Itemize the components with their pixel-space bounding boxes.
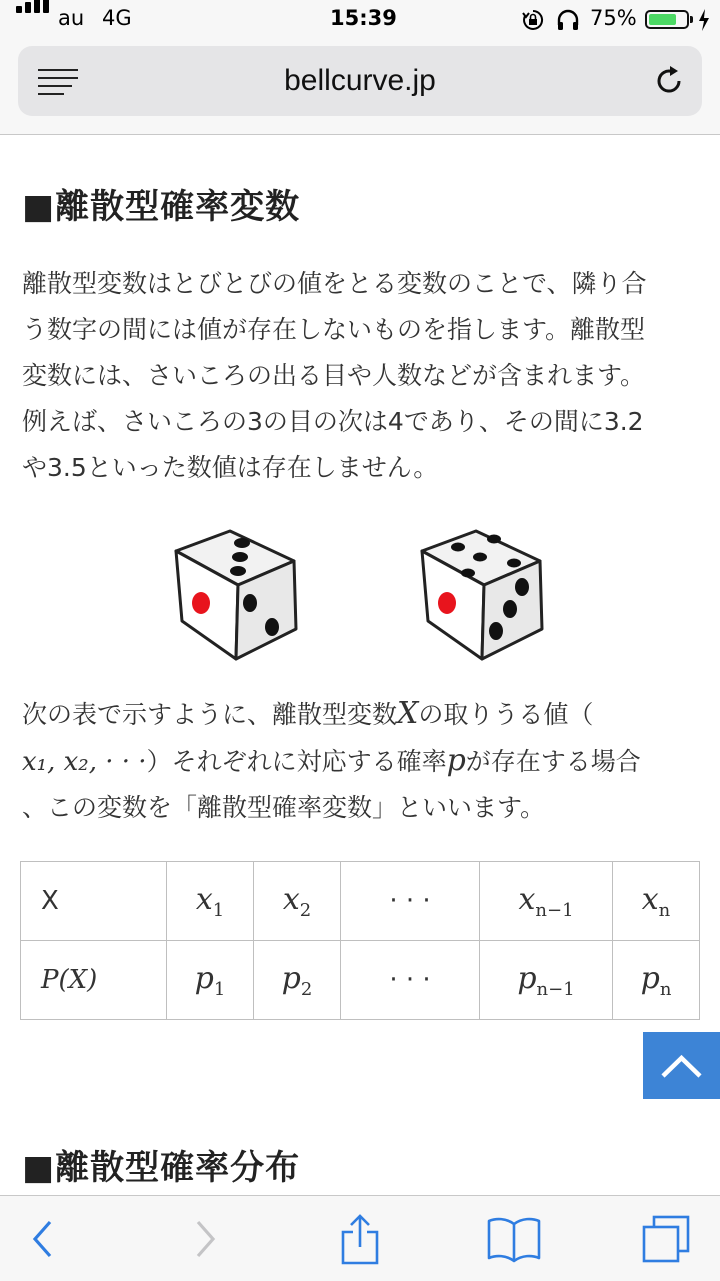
forward-icon[interactable]: [188, 1214, 222, 1264]
rotation-lock-icon: [522, 9, 544, 31]
die-pip: [507, 559, 521, 568]
headphones-icon: [556, 9, 580, 31]
cell-base: x: [195, 881, 213, 917]
die-pip: [234, 538, 250, 548]
die-pip: [461, 569, 475, 578]
paragraph-line: や3.5といった数値は存在しません。: [22, 453, 439, 482]
table-cell: [341, 941, 480, 1020]
cell-sub: 2: [299, 899, 312, 921]
paragraph-line: 例えば、さいころの3の目の次は4であり、その間に3.2: [22, 407, 644, 436]
cell-base: x: [641, 881, 659, 917]
reload-icon[interactable]: [652, 64, 686, 98]
cell-sub: n−1: [535, 899, 574, 921]
chevron-up-icon: [643, 1032, 720, 1099]
die-pip: [503, 600, 517, 618]
battery-percent: 75%: [590, 6, 637, 30]
intro-paragraph: [22, 261, 698, 491]
text-span: の取りうる値（: [418, 700, 594, 729]
table-cell: [341, 862, 480, 941]
table-header-cell: X: [21, 862, 167, 941]
back-to-top-button[interactable]: [643, 1032, 720, 1099]
die-pip-red: [192, 592, 210, 614]
table-cell: [613, 941, 700, 1020]
battery-icon: [645, 10, 689, 29]
browser-top-bar: [0, 40, 720, 135]
die-pip: [487, 535, 501, 544]
status-bar: [0, 0, 720, 40]
clock: 15:39: [330, 6, 397, 30]
cell-sub: n: [658, 899, 671, 921]
probability-table: [20, 861, 700, 1020]
die-pip: [515, 578, 529, 596]
definition-paragraph: [22, 691, 698, 831]
cell-sub: 1: [213, 978, 226, 1000]
cell-sub: n−1: [536, 978, 575, 1000]
die-pip: [265, 618, 279, 636]
browser-toolbar: [0, 1195, 720, 1281]
text-span: ）それぞれに対応する確率: [146, 747, 447, 776]
share-icon[interactable]: [338, 1214, 382, 1266]
variable-p: p: [446, 743, 466, 778]
bookmarks-icon[interactable]: [486, 1214, 542, 1264]
page-content: [0, 135, 720, 1195]
variable-X: X: [397, 696, 419, 731]
cell-base: p: [194, 960, 214, 996]
cell-base: p: [517, 960, 537, 996]
paragraph-line: [22, 738, 698, 785]
cell-sub: n: [659, 978, 672, 1000]
table-cell: [254, 862, 341, 941]
table-cell: [480, 941, 613, 1020]
cell-ellipsis: · · ·: [389, 886, 431, 916]
table-row: [21, 862, 700, 941]
die-three-image: [168, 525, 308, 665]
cell-sub: 1: [212, 899, 225, 921]
die-pip: [473, 553, 487, 562]
cell-base: p: [281, 960, 301, 996]
die-pip: [232, 552, 248, 562]
table-cell: [167, 941, 254, 1020]
cell-ellipsis: · · ·: [389, 965, 431, 995]
cell-base: x: [518, 881, 536, 917]
paragraph-line: 変数には、さいころの出る目や人数などが含まれます。: [22, 361, 646, 390]
table-cell: [254, 941, 341, 1020]
battery-level-fill: [649, 14, 676, 25]
table-row: [21, 941, 700, 1020]
battery-tip: [690, 16, 693, 23]
charging-icon: [698, 9, 710, 31]
die-pip: [230, 566, 246, 576]
url-bar[interactable]: [18, 46, 702, 116]
die-pip: [243, 594, 257, 612]
die-pip: [451, 543, 465, 552]
text-span: 次の表で示すように、離散型変数: [22, 700, 398, 729]
section-heading-distribution: ■離散型確率分布: [22, 1148, 301, 1188]
section-heading-random-variable: ■離散型確率変数: [22, 187, 301, 227]
paragraph-line: 離散型変数はとびとびの値をとる変数のことで、隣り合: [22, 269, 647, 298]
url-text[interactable]: bellcurve.jp: [284, 64, 436, 97]
back-icon[interactable]: [26, 1214, 60, 1264]
die-five-image: [414, 525, 554, 665]
paragraph-line: 、この変数を「離散型確率変数」といいます。: [22, 793, 546, 822]
paragraph-line: [22, 691, 698, 738]
text-span: が存在する場合: [465, 747, 641, 776]
network-label: 4G: [102, 6, 132, 30]
cell-base: p: [640, 960, 660, 996]
table-cell: [167, 862, 254, 941]
tabs-icon[interactable]: [640, 1214, 692, 1264]
table-header-cell: P(X): [21, 941, 167, 1020]
die-pip: [489, 622, 503, 640]
menu-icon[interactable]: [38, 69, 78, 95]
paragraph-line: う数字の間には値が存在しないものを指します。離散型: [22, 315, 646, 344]
die-pip-red: [438, 592, 456, 614]
value-sequence: x₁, x₂, · · ·: [22, 747, 147, 777]
table-cell: [613, 862, 700, 941]
cell-sub: 2: [300, 978, 313, 1000]
carrier-label: au: [58, 6, 85, 30]
table-cell: [480, 862, 613, 941]
cell-base: x: [282, 881, 300, 917]
